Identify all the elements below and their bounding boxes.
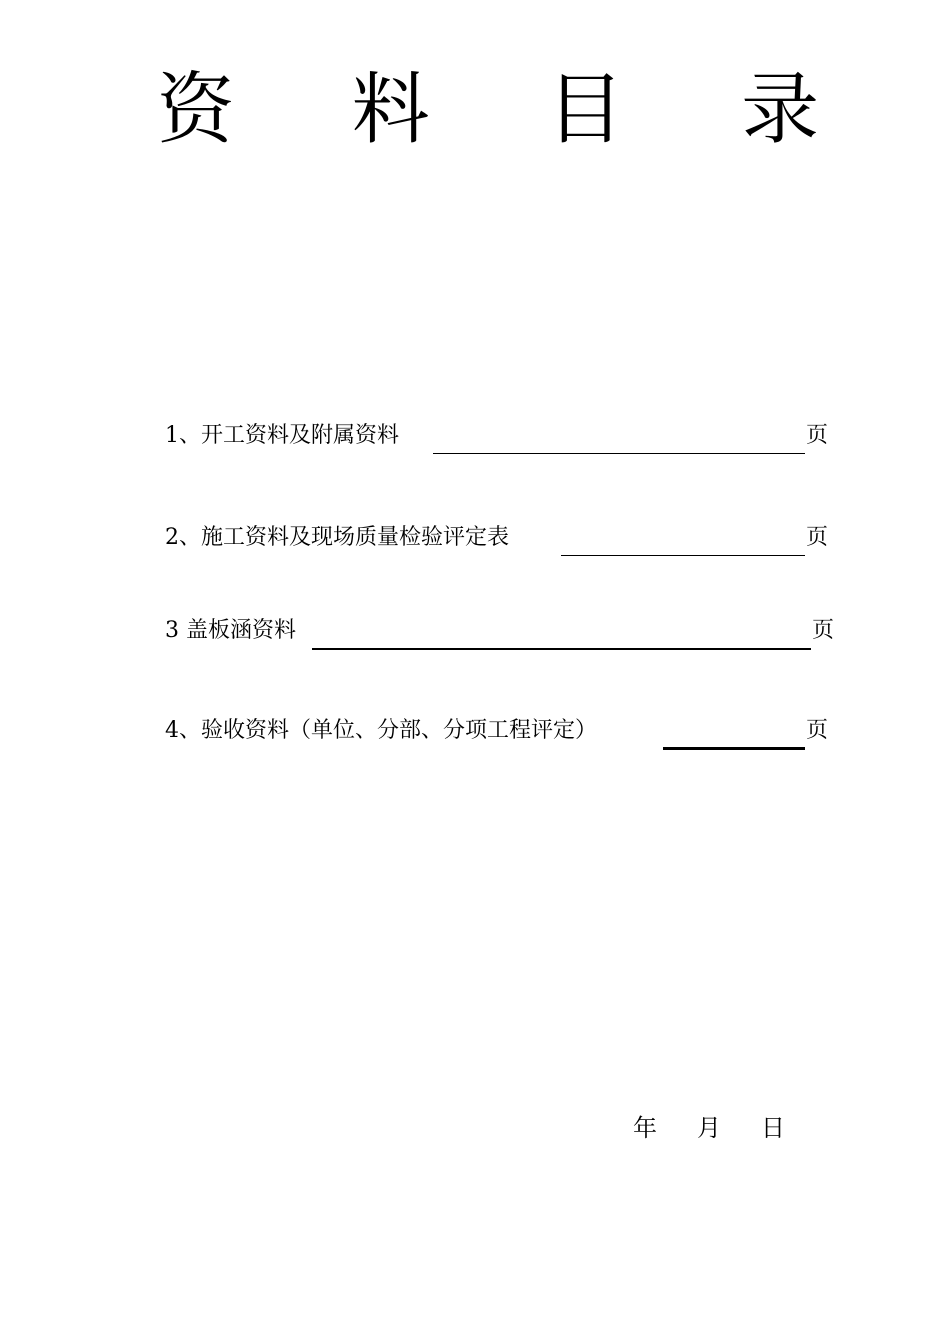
toc-item-label: 2、施工资料及现场质量检验评定表 xyxy=(165,525,509,550)
date-line xyxy=(633,1111,785,1145)
page-unit-label: 页 xyxy=(806,525,829,550)
page-number-blank-line xyxy=(312,648,811,650)
toc-item-label: 4、验收资料（单位、分部、分项工程评定） xyxy=(165,718,597,743)
page-unit-label: 页 xyxy=(806,423,829,448)
date-year-label: 年 xyxy=(633,1114,657,1142)
page-number-blank-line xyxy=(433,453,805,454)
date-month-label: 月 xyxy=(697,1114,721,1142)
page-number-blank-line xyxy=(561,555,805,556)
toc-item-label: 1、开工资料及附属资料 xyxy=(165,423,399,448)
page-title: 资 料 目 录 xyxy=(156,65,866,155)
page-unit-label: 页 xyxy=(806,718,829,743)
toc-item-label: 3 盖板涵资料 xyxy=(165,618,296,643)
page-number-blank-line xyxy=(663,747,805,750)
date-day-label: 日 xyxy=(761,1114,785,1142)
page-unit-label: 页 xyxy=(812,618,835,643)
